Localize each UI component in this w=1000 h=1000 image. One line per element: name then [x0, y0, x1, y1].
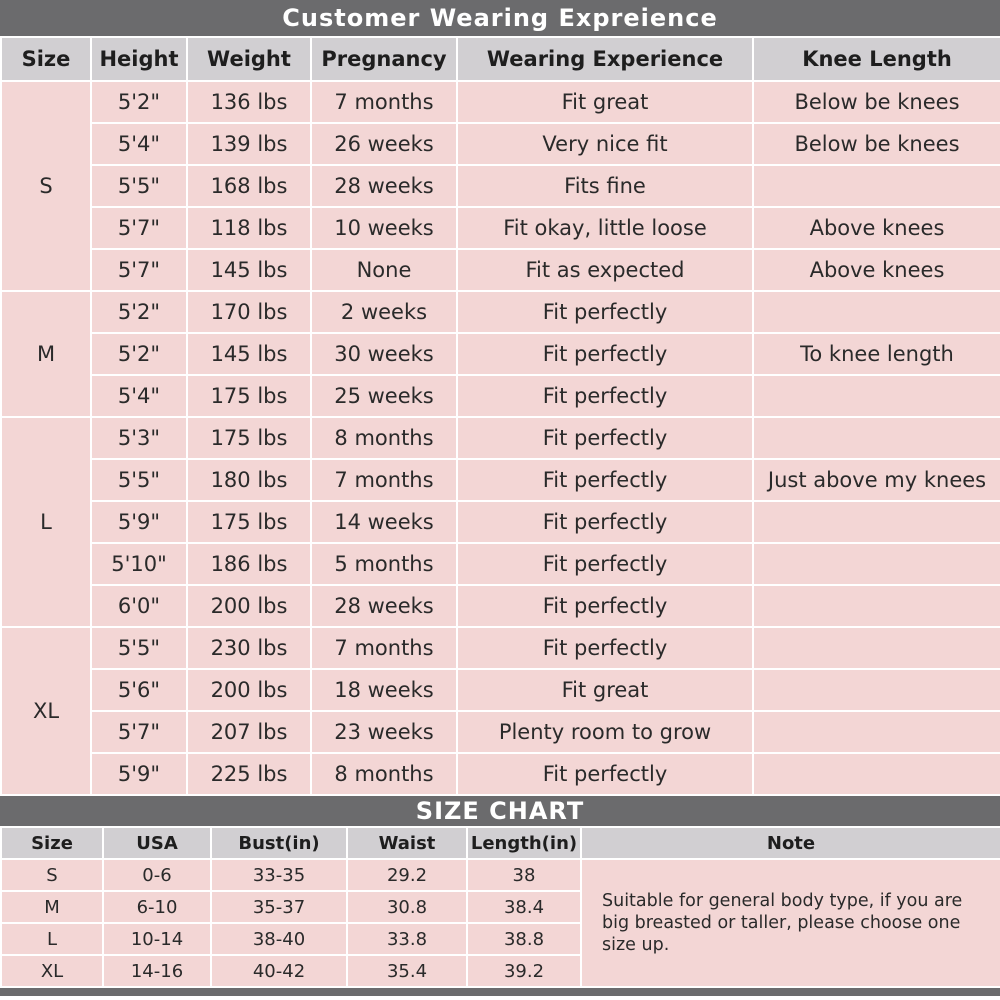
- height-cell: 5'5": [91, 459, 187, 501]
- height-cell: 5'5": [91, 165, 187, 207]
- height-cell: 5'9": [91, 753, 187, 795]
- pregnancy-cell: 5 months: [311, 543, 457, 585]
- experience-row: [1, 81, 1000, 123]
- knee-length-cell: [753, 375, 1000, 417]
- header-wearing-experience: Wearing Experience: [457, 37, 753, 81]
- pregnancy-cell: 14 weeks: [311, 501, 457, 543]
- pregnancy-cell: 7 months: [311, 627, 457, 669]
- size-group-label: S: [1, 81, 91, 291]
- wearing-experience-cell: Fit great: [457, 669, 753, 711]
- height-cell: 5'2": [91, 291, 187, 333]
- wearing-experience-cell: Fit okay, little loose: [457, 207, 753, 249]
- weight-cell: 145 lbs: [187, 249, 311, 291]
- knee-length-cell: Below be knees: [753, 123, 1000, 165]
- chart-bust-cell: 40-42: [211, 955, 347, 987]
- header-height: Height: [91, 37, 187, 81]
- weight-cell: 200 lbs: [187, 669, 311, 711]
- knee-length-cell: [753, 291, 1000, 333]
- experience-row: [1, 249, 1000, 291]
- header-size: Size: [1, 37, 91, 81]
- experience-row: [1, 459, 1000, 501]
- wearing-experience-cell: Fit perfectly: [457, 417, 753, 459]
- wearing-experience-cell: Fit perfectly: [457, 543, 753, 585]
- experience-row: [1, 711, 1000, 753]
- chart-bust-cell: 38-40: [211, 923, 347, 955]
- chart-bust-cell: 35-37: [211, 891, 347, 923]
- size-note: Suitable for general body type, if you are big breasted or taller, please choose one size up.: [581, 859, 1000, 987]
- height-cell: 5'2": [91, 333, 187, 375]
- weight-cell: 170 lbs: [187, 291, 311, 333]
- experience-row: [1, 417, 1000, 459]
- knee-length-cell: Below be knees: [753, 81, 1000, 123]
- chart-size-cell: M: [1, 891, 103, 923]
- height-cell: 5'9": [91, 501, 187, 543]
- weight-cell: 118 lbs: [187, 207, 311, 249]
- weight-cell: 175 lbs: [187, 417, 311, 459]
- pregnancy-cell: 26 weeks: [311, 123, 457, 165]
- weight-cell: 175 lbs: [187, 501, 311, 543]
- chart-usa-cell: 6-10: [103, 891, 211, 923]
- experience-row: [1, 207, 1000, 249]
- wearing-experience-cell: Very nice fit: [457, 123, 753, 165]
- knee-length-cell: [753, 669, 1000, 711]
- wearing-experience-cell: Plenty room to grow: [457, 711, 753, 753]
- height-cell: 6'0": [91, 585, 187, 627]
- height-cell: 5'10": [91, 543, 187, 585]
- chart-size-cell: S: [1, 859, 103, 891]
- knee-length-cell: [753, 543, 1000, 585]
- wearing-experience-cell: Fit great: [457, 81, 753, 123]
- height-cell: 5'7": [91, 711, 187, 753]
- customer-experience-table: [0, 36, 1000, 796]
- wearing-experience-cell: Fit as expected: [457, 249, 753, 291]
- knee-length-cell: Just above my knees: [753, 459, 1000, 501]
- knee-length-cell: Above knees: [753, 207, 1000, 249]
- experience-row: [1, 333, 1000, 375]
- chart-waist-cell: 35.4: [347, 955, 467, 987]
- chart-header-bust: Bust(in): [211, 827, 347, 859]
- chart-usa-cell: 0-6: [103, 859, 211, 891]
- chart-length-cell: 38: [467, 859, 581, 891]
- height-cell: 5'7": [91, 207, 187, 249]
- height-cell: 5'4": [91, 375, 187, 417]
- knee-length-cell: Above knees: [753, 249, 1000, 291]
- pregnancy-cell: None: [311, 249, 457, 291]
- experience-row: [1, 669, 1000, 711]
- pregnancy-cell: 8 months: [311, 417, 457, 459]
- experience-row: [1, 165, 1000, 207]
- pregnancy-cell: 30 weeks: [311, 333, 457, 375]
- weight-cell: 175 lbs: [187, 375, 311, 417]
- customer-experience-title: Customer Wearing Expreience: [0, 0, 1000, 36]
- height-cell: 5'5": [91, 627, 187, 669]
- experience-row: [1, 753, 1000, 795]
- pregnancy-cell: 28 weeks: [311, 165, 457, 207]
- chart-waist-cell: 30.8: [347, 891, 467, 923]
- chart-header-note: Note: [581, 827, 1000, 859]
- weight-cell: 230 lbs: [187, 627, 311, 669]
- knee-length-cell: [753, 711, 1000, 753]
- experience-row: [1, 123, 1000, 165]
- size-group-label: XL: [1, 627, 91, 795]
- chart-waist-cell: 33.8: [347, 923, 467, 955]
- weight-cell: 186 lbs: [187, 543, 311, 585]
- chart-length-cell: 39.2: [467, 955, 581, 987]
- experience-row: [1, 543, 1000, 585]
- weight-cell: 168 lbs: [187, 165, 311, 207]
- wearing-experience-cell: Fits fine: [457, 165, 753, 207]
- chart-length-cell: 38.8: [467, 923, 581, 955]
- header-weight: Weight: [187, 37, 311, 81]
- size-group-label: L: [1, 417, 91, 627]
- experience-row: [1, 627, 1000, 669]
- wearing-experience-cell: Fit perfectly: [457, 501, 753, 543]
- weight-cell: 145 lbs: [187, 333, 311, 375]
- bottom-bar: [0, 988, 1000, 996]
- experience-body: [1, 81, 1000, 795]
- wearing-experience-cell: Fit perfectly: [457, 585, 753, 627]
- experience-row: [1, 585, 1000, 627]
- chart-length-cell: 38.4: [467, 891, 581, 923]
- height-cell: 5'6": [91, 669, 187, 711]
- chart-header-size: Size: [1, 827, 103, 859]
- chart-header-length: Length(in): [467, 827, 581, 859]
- pregnancy-cell: 2 weeks: [311, 291, 457, 333]
- chart-size-cell: XL: [1, 955, 103, 987]
- knee-length-cell: [753, 165, 1000, 207]
- weight-cell: 225 lbs: [187, 753, 311, 795]
- experience-header-row: [1, 37, 1000, 81]
- chart-header-usa: USA: [103, 827, 211, 859]
- wearing-experience-cell: Fit perfectly: [457, 291, 753, 333]
- height-cell: 5'3": [91, 417, 187, 459]
- chart-usa-cell: 14-16: [103, 955, 211, 987]
- experience-row: [1, 501, 1000, 543]
- wearing-experience-cell: Fit perfectly: [457, 459, 753, 501]
- chart-size-cell: L: [1, 923, 103, 955]
- pregnancy-cell: 7 months: [311, 81, 457, 123]
- chart-bust-cell: 33-35: [211, 859, 347, 891]
- weight-cell: 139 lbs: [187, 123, 311, 165]
- chart-waist-cell: 29.2: [347, 859, 467, 891]
- pregnancy-cell: 18 weeks: [311, 669, 457, 711]
- knee-length-cell: [753, 417, 1000, 459]
- wearing-experience-cell: Fit perfectly: [457, 333, 753, 375]
- wearing-experience-cell: Fit perfectly: [457, 375, 753, 417]
- weight-cell: 136 lbs: [187, 81, 311, 123]
- pregnancy-cell: 10 weeks: [311, 207, 457, 249]
- weight-cell: 180 lbs: [187, 459, 311, 501]
- size-chart-table: [0, 826, 1000, 988]
- height-cell: 5'2": [91, 81, 187, 123]
- chart-header-waist: Waist: [347, 827, 467, 859]
- wearing-experience-cell: Fit perfectly: [457, 753, 753, 795]
- pregnancy-cell: 28 weeks: [311, 585, 457, 627]
- knee-length-cell: [753, 753, 1000, 795]
- size-chart-row: [1, 859, 1000, 891]
- size-chart-body: [1, 859, 1000, 987]
- pregnancy-cell: 7 months: [311, 459, 457, 501]
- knee-length-cell: [753, 585, 1000, 627]
- knee-length-cell: To knee length: [753, 333, 1000, 375]
- weight-cell: 200 lbs: [187, 585, 311, 627]
- weight-cell: 207 lbs: [187, 711, 311, 753]
- height-cell: 5'7": [91, 249, 187, 291]
- chart-usa-cell: 10-14: [103, 923, 211, 955]
- size-chart-header-row: [1, 827, 1000, 859]
- knee-length-cell: [753, 501, 1000, 543]
- size-chart-title: SIZE CHART: [0, 796, 1000, 826]
- wearing-experience-cell: Fit perfectly: [457, 627, 753, 669]
- experience-row: [1, 291, 1000, 333]
- pregnancy-cell: 23 weeks: [311, 711, 457, 753]
- header-knee-length: Knee Length: [753, 37, 1000, 81]
- header-pregnancy: Pregnancy: [311, 37, 457, 81]
- pregnancy-cell: 8 months: [311, 753, 457, 795]
- size-group-label: M: [1, 291, 91, 417]
- pregnancy-cell: 25 weeks: [311, 375, 457, 417]
- height-cell: 5'4": [91, 123, 187, 165]
- knee-length-cell: [753, 627, 1000, 669]
- experience-row: [1, 375, 1000, 417]
